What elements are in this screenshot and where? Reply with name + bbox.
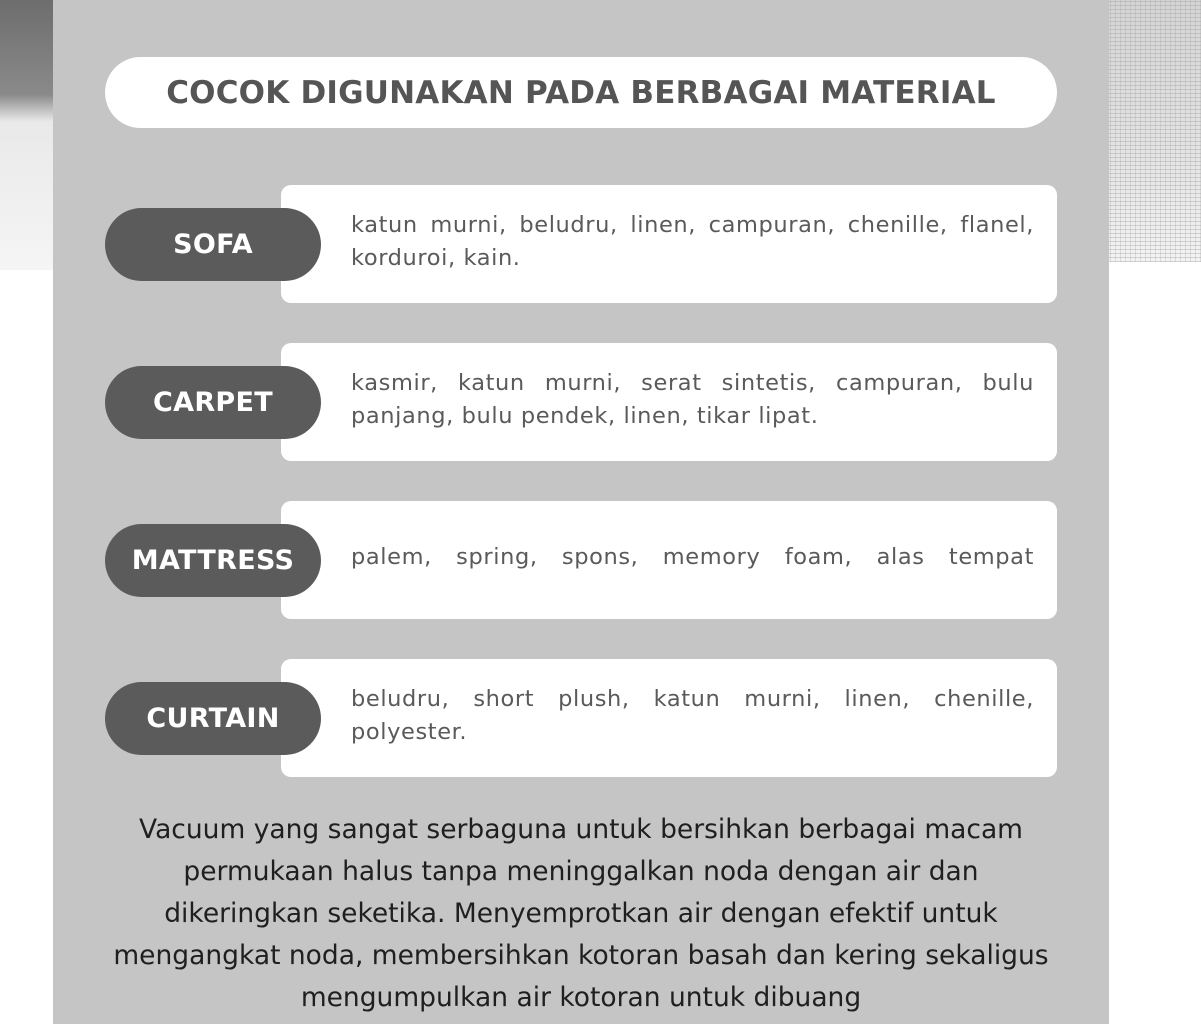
material-description-card — [281, 185, 1057, 303]
material-label: MATTRESS — [131, 545, 295, 576]
page-title: COCOK DIGUNAKAN PADA BERBAGAI MATERIAL — [166, 74, 996, 111]
material-label: CURTAIN — [146, 703, 280, 734]
material-row-sofa — [105, 185, 1057, 303]
product-description: Vacuum yang sangat serbaguna untuk bersihkan berbagai macam permukaan halus tanpa meninggalkan noda dengan air dan dikeringkan seketika. Menyemprotkan air dengan efektif untuk mengangkat noda, membersihkan kotoran basah dan kering sekaligus mengumpulkan air kotoran untuk dibuang — [113, 814, 1049, 1013]
material-label-badge — [105, 208, 321, 281]
material-label-badge — [105, 682, 321, 755]
title-banner — [105, 57, 1057, 128]
material-description-card — [281, 659, 1057, 777]
material-description: kasmir, katun murni, serat sintetis, campuran, bulu panjang, bulu pendek, linen, tikar lipat. — [351, 370, 1034, 429]
material-row-curtain — [105, 659, 1057, 777]
material-row-mattress — [105, 501, 1057, 619]
background-fabric-texture — [1100, 0, 1201, 262]
material-row-carpet — [105, 343, 1057, 461]
material-label: SOFA — [173, 229, 253, 260]
material-label-badge — [105, 366, 321, 439]
material-description: palem, spring, spons, memory foam, alas tempat — [351, 544, 1034, 570]
material-description: beludru, short plush, katun murni, linen, chenille, polyester. — [351, 686, 1034, 745]
material-description: katun murni, beludru, linen, campuran, chenille, flanel, korduroi, kain. — [351, 212, 1034, 271]
material-description-card — [281, 343, 1057, 461]
material-label-badge — [105, 524, 321, 597]
material-label: CARPET — [153, 387, 273, 418]
background-photo-left — [0, 0, 60, 270]
material-description-card — [281, 501, 1057, 619]
